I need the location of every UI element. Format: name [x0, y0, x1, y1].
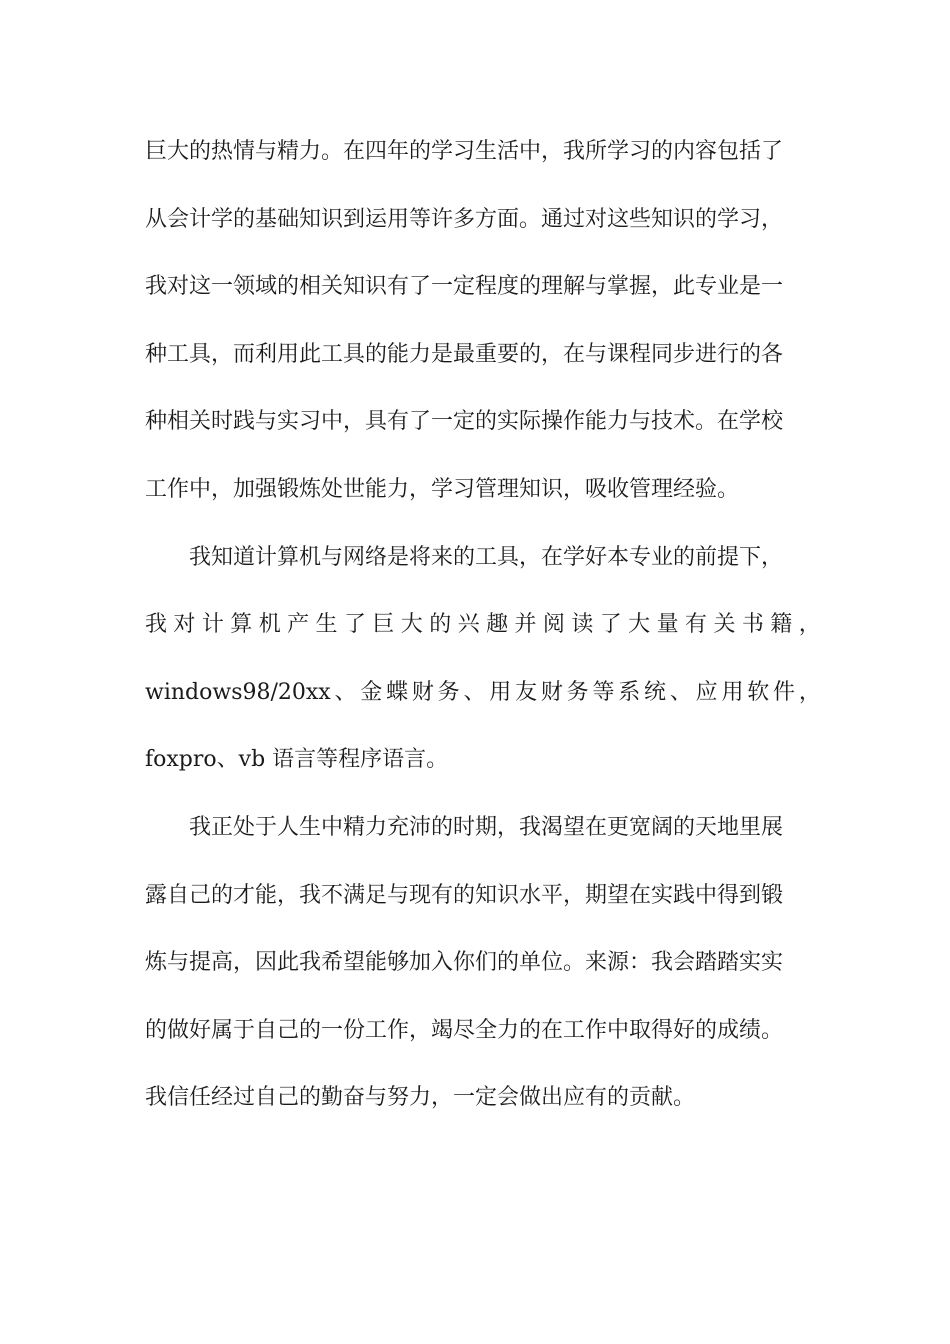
text-line: 从会计学的基础知识到运用等许多方面。通过对这些知识的学习， — [145, 206, 784, 232]
text-line: 我正处于人生中精力充沛的时期，我渴望在更宽阔的天地里展 — [189, 814, 784, 840]
text-line-justified — [145, 665, 821, 733]
text-line: 我知道计算机与网络是将来的工具，在学好本专业的前提下， — [189, 544, 784, 570]
glyph-run: 财 — [540, 679, 563, 705]
text-line: 种相关时践与实习中，具有了一定的实际操作能力与技术。在学校 — [145, 409, 784, 435]
glyph-run: 、 — [334, 679, 357, 705]
text-line: 种工具，而利用此工具的能力是最重要的，在与课程同步进行的各 — [145, 341, 784, 367]
glyph-run: 件 — [773, 679, 796, 705]
glyph-run: 财 — [411, 679, 434, 705]
glyph-run: 书 — [741, 612, 764, 638]
document-body — [145, 124, 825, 1138]
glyph-run: 了 — [599, 612, 622, 638]
glyph-run: ， — [798, 679, 821, 705]
glyph-run: 对 — [173, 612, 196, 638]
text-line: 我对这一领域的相关知识有了一定程度的理解与掌握，此专业是一 — [145, 274, 784, 300]
glyph-run: 我 — [145, 612, 168, 638]
glyph-run: 大 — [628, 612, 651, 638]
glyph-run: 金 — [360, 679, 383, 705]
glyph-run: 蝶 — [386, 679, 409, 705]
glyph-run: 大 — [400, 612, 423, 638]
text-line: 炼与提高，因此我希望能够加入你们的单位。来源：我会踏踏实实 — [145, 950, 784, 976]
glyph-run: 算 — [230, 612, 253, 638]
glyph-run: 机 — [258, 612, 281, 638]
glyph-run: 巨 — [372, 612, 395, 638]
glyph-run: 用 — [721, 679, 744, 705]
glyph-run: 软 — [747, 679, 770, 705]
glyph-run: 用 — [489, 679, 512, 705]
glyph-run: 等 — [592, 679, 615, 705]
text-line: 巨大的热情与精力。在四年的学习生活中，我所学习的内容包括了 — [145, 139, 784, 164]
glyph-run: 了 — [343, 612, 366, 638]
glyph-run: 并 — [514, 612, 537, 638]
glyph-run: 有 — [685, 612, 708, 638]
glyph-run: 计 — [201, 612, 224, 638]
glyph-run: 务 — [437, 679, 460, 705]
glyph-run: 趣 — [486, 612, 509, 638]
glyph-run: 友 — [515, 679, 538, 705]
glyph-run: 读 — [571, 612, 594, 638]
glyph-run: ， — [798, 612, 821, 638]
glyph-run: 阅 — [542, 612, 565, 638]
glyph-run: 务 — [566, 679, 589, 705]
glyph-run: 、 — [463, 679, 486, 705]
glyph-run: 、 — [669, 679, 692, 705]
glyph-run: 量 — [656, 612, 679, 638]
glyph-run: 系 — [618, 679, 641, 705]
glyph-run: 应 — [695, 679, 718, 705]
glyph-run: 的 — [429, 612, 452, 638]
text-line-justified — [145, 597, 821, 665]
text-line: 我信任经过自己的勤奋与努力，一定会做出应有的贡献。 — [145, 1085, 696, 1111]
glyph-run: 关 — [713, 612, 736, 638]
glyph-run: windows98/20xx — [145, 679, 331, 705]
text-line: 的做好属于自己的一份工作，竭尽全力的在工作中取得好的成绩。 — [145, 1017, 784, 1043]
glyph-run: 生 — [315, 612, 338, 638]
text-line: foxpro、vb 语言等程序语言。 — [145, 747, 449, 773]
glyph-run: 兴 — [457, 612, 480, 638]
glyph-run: 籍 — [770, 612, 793, 638]
glyph-run: 产 — [287, 612, 310, 638]
text-line: 工作中，加强锻炼处世能力，学习管理知识，吸收管理经验。 — [145, 476, 740, 502]
text-line: 露自己的才能，我不满足与现有的知识水平，期望在实践中得到锻 — [145, 882, 784, 908]
glyph-run: 统 — [644, 679, 667, 705]
